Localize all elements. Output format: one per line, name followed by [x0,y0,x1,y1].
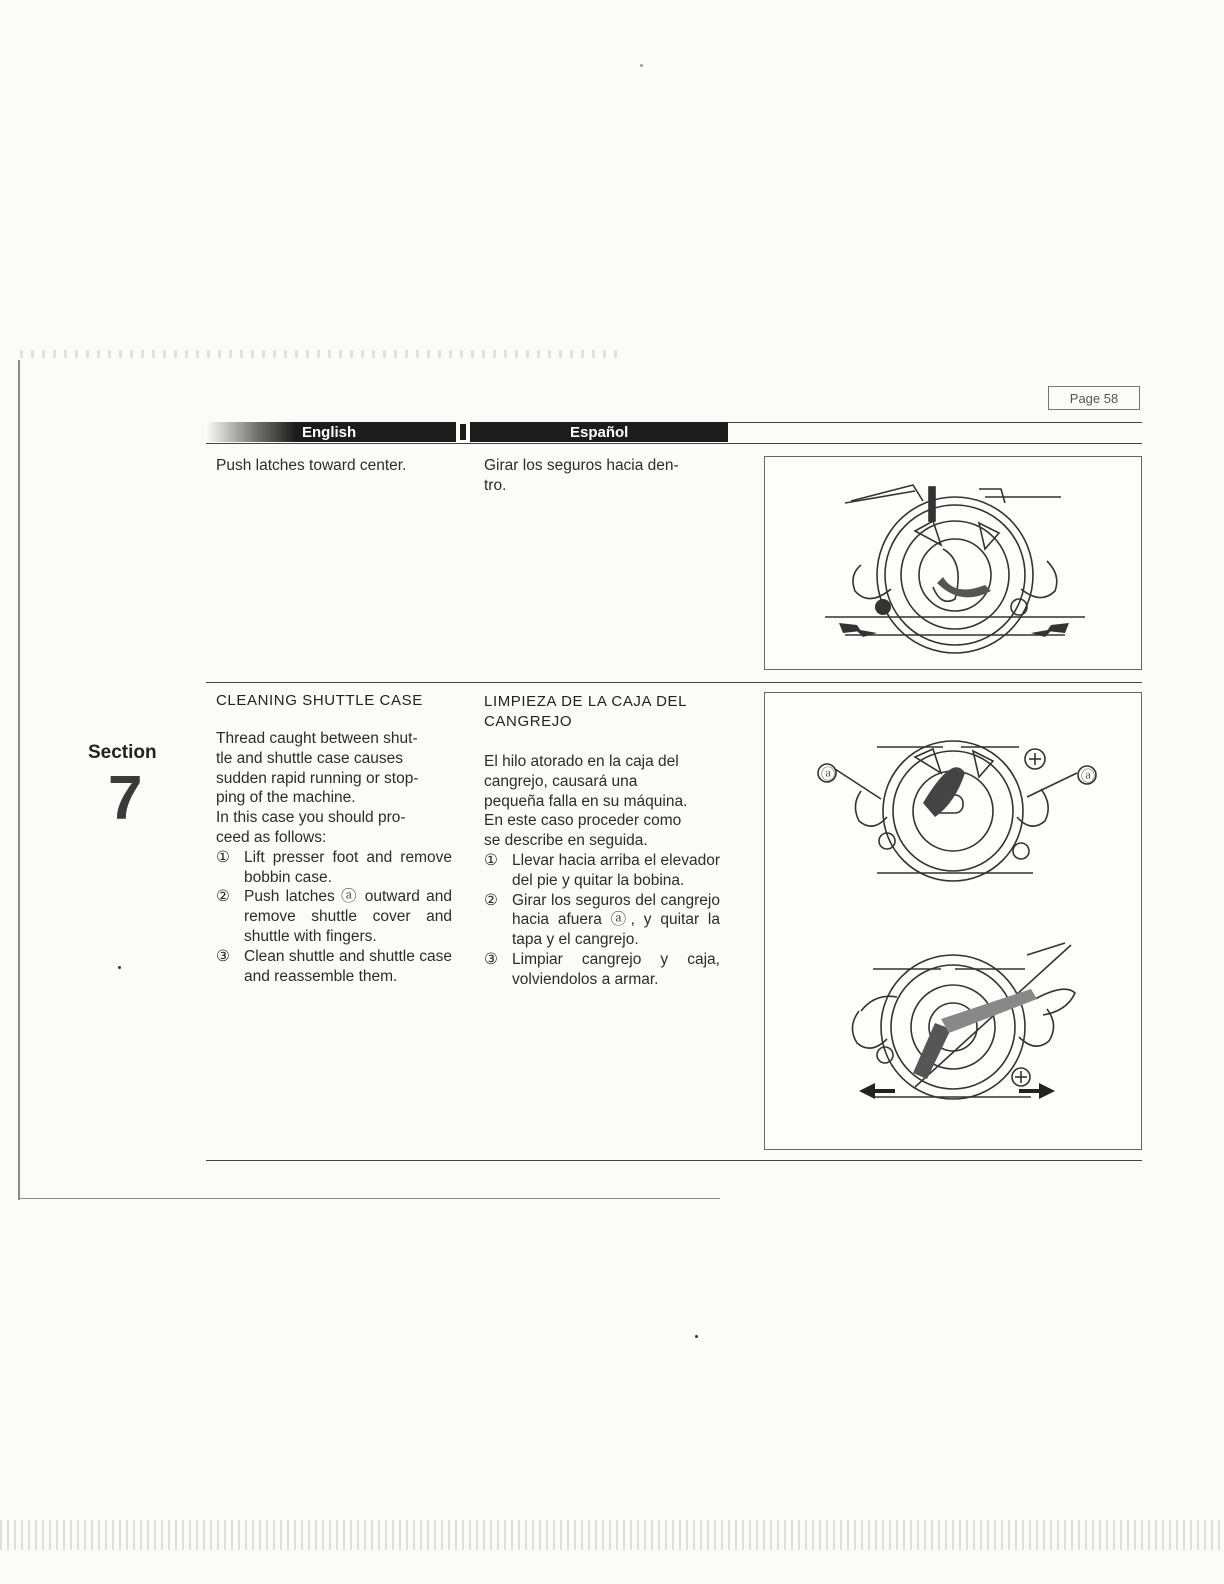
scan-speck [118,966,121,969]
step-text: Limpiar cangrejo y caja, volviendolos a armar. [512,950,720,988]
step-number: ③ [216,947,230,965]
list-item [484,950,720,990]
block1-english-text: Push latches toward center. [216,457,407,474]
step-number: ② [216,888,230,906]
block1-spanish-text: Girar los seguros hacia den- tro. [484,457,679,494]
scan-noise-top [20,350,620,358]
scan-speck [640,64,643,67]
bottom-binding-edge [20,1198,720,1199]
block2-english [216,692,452,986]
footer-rule [206,1160,1142,1161]
scan-fade [206,422,296,442]
shuttle-removal-illustration [765,693,1141,1149]
english-steps [216,848,452,987]
language-separator [458,422,468,442]
step-text: Llevar hacia arriba el elevador del pie y quitar la bobina. [512,851,720,889]
list-item [484,851,720,891]
language-label-spanish: Español [570,423,629,441]
step-text: Push latches ⓐ outward and remove shuttle cover and shuttle with fingers. [244,888,452,945]
step-number: ① [484,851,498,869]
scan-noise-bottom [0,1520,1224,1550]
figure-remove-shuttle [764,692,1142,1150]
language-header-spanish [470,422,728,442]
header-rule [728,422,1142,423]
language-label-english: English [302,423,357,441]
step-text: Girar los seguros del cangrejo hacia afuera ⓐ, y quitar la tapa y el cangrejo. [512,891,720,949]
step-number: ② [484,891,498,909]
list-item [216,947,452,987]
spanish-steps [484,851,720,990]
shuttle-latches-illustration [765,457,1141,669]
spanish-heading: LIMPIEZA DE LA CAJA DEL CANGREJO [484,693,687,730]
list-item [484,891,720,950]
latch-label-left: ⓐ [821,766,835,782]
step-text: Clean shuttle and shuttle case and reassemble them. [244,947,452,985]
figure-push-latches [764,456,1142,670]
section-divider [206,682,1142,683]
section-number: 7 [108,764,143,833]
list-item [216,848,452,888]
block2-spanish [484,692,720,990]
latch-label-right: ⓐ [1081,768,1095,784]
page-number: Page 58 [1048,386,1140,410]
header-rule-lower [206,443,1142,444]
english-heading: CLEANING SHUTTLE CASE [216,692,423,709]
language-header-english [206,422,456,442]
scan-speck [695,1335,698,1338]
spanish-intro: El hilo atorado en la caja del cangrejo, causará una pequeña falla en su máquina. En este caso proceder como se describe en seguida. [484,753,688,850]
step-number: ① [216,848,230,866]
step-text: Lift presser foot and remove bobbin case. [244,848,452,886]
list-item [216,887,452,946]
section-label: Section [88,742,157,763]
english-intro: Thread caught between shut- tle and shuttle case causes sudden rapid running or stop- ping of the machine. In this case you should pro- ceed as follows: [216,730,419,846]
step-number: ③ [484,950,498,968]
left-binding-edge [18,360,20,1200]
